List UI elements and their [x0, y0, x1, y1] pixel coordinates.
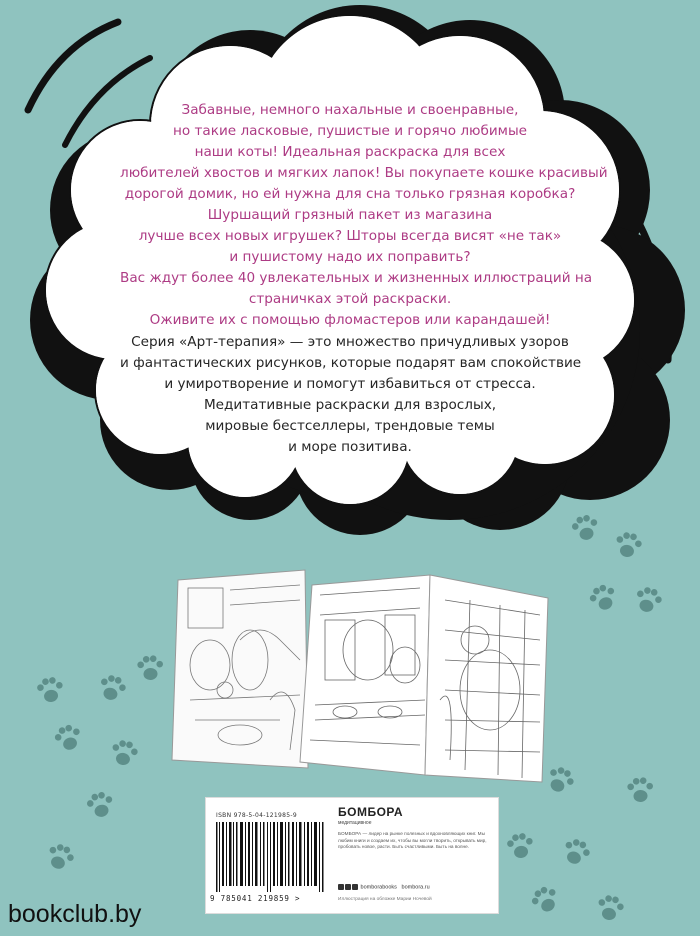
description-line: Оживите их с помощью фломастеров или карандашей! [149, 312, 551, 328]
series-line: Медитативные раскраски для взрослых, [203, 397, 497, 413]
social-handle: bomborabooks [360, 884, 397, 891]
facebook-icon [352, 884, 358, 890]
description-line: Забавные, немного нахальные и своенравные, [181, 102, 519, 118]
illustration-credit: Иллюстрация на обложке Марии Ночевой [338, 897, 432, 902]
coloring-page-left [172, 570, 308, 768]
publisher-logo: БОМБОРА [338, 805, 404, 819]
site-watermark: bookclub.by [8, 900, 142, 928]
description-line: наши коты! Идеальная раскраска для всех [194, 144, 506, 160]
description-line: Вас ждут более 40 увлекательных и жизненных иллюстраций на [120, 270, 593, 286]
description-line: любителей хвостов и мягких лапок! Вы покупаете кошке красивый [120, 165, 608, 181]
series-line: и фантастических рисунков, которые подарят вам спокойствие [120, 355, 582, 371]
instagram-icon [345, 884, 351, 890]
series-line: мировые бестселлеры, трендовые темы [205, 418, 495, 434]
barcode-image [216, 822, 331, 892]
vk-icon [338, 884, 344, 890]
barcode-panel [205, 797, 499, 914]
description-line: лучше всех новых игрушек? Шторы всегда висят «не так» [138, 228, 562, 244]
website-link: bombora.ru [401, 884, 430, 891]
cloud-description [120, 100, 608, 331]
isbn-label: ISBN 978-5-04-121985-9 [216, 812, 297, 819]
ean-digits: 9 785041 219859 > [210, 894, 301, 903]
publisher-about: БОМБОРА — лидер на рынке полезных и вдохновляющих книг. Мы любим книги и создаем их, чтобы вы могли творить, открывать мир, пробовать новое, расти. Быть счастливыми. Быть на волне. [338, 831, 487, 850]
imprint-label: медитацивное [338, 820, 372, 826]
series-line: и море позитива. [288, 439, 412, 455]
series-line: Серия «Арт-терапия» — это множество причудливых узоров [131, 334, 569, 350]
series-line: и умиротворение и помогут избавиться от стресса. [164, 376, 536, 392]
description-line: но такие ласковые, пушистые и горячо любимые [172, 123, 528, 139]
coloring-book-spread [300, 575, 548, 782]
description-line: Шуршащий грязный пакет из магазина [207, 207, 493, 223]
description-line: страничках этой раскраски. [248, 291, 452, 307]
description-line: дорогой домик, но ей нужна для сна только грязная коробка? [124, 186, 576, 202]
social-links [338, 884, 430, 890]
description-line: и пушистому надо их поправить? [229, 249, 471, 265]
series-description [120, 332, 580, 458]
